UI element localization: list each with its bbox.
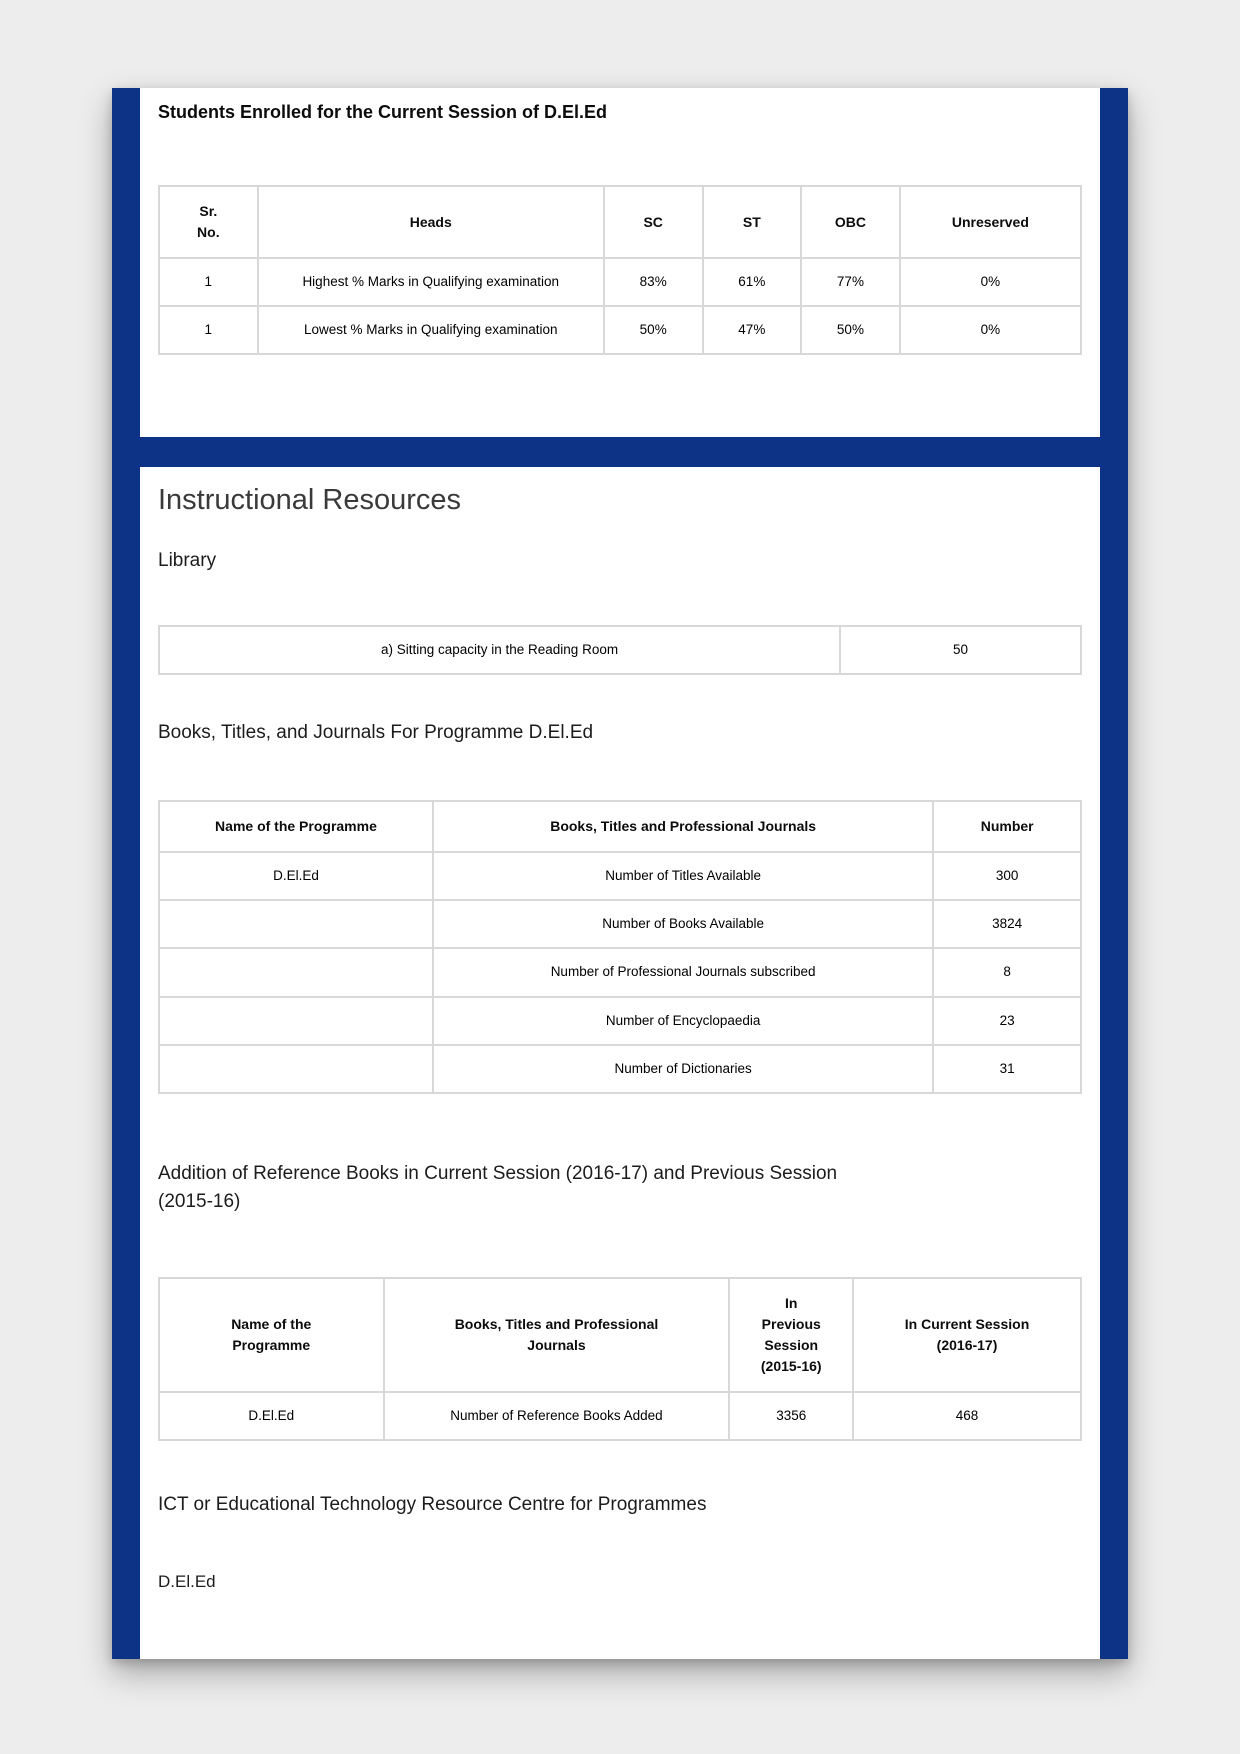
books-titles-heading: Books, Titles, and Journals For Programme D.El.Ed [158,722,594,744]
books-table-header [159,801,1081,852]
card-divider-band [140,437,1100,467]
addition-reference-books-heading [158,1160,1082,1217]
cell-programme [159,900,433,948]
header-heads: Heads [258,186,604,258]
header-line: Sr. [199,203,218,219]
cell-sitting-value: 50 [840,626,1081,674]
table-row [159,626,1081,674]
table-row [159,948,1081,996]
heading-line: (2015-16) [158,1191,241,1213]
header-books-journals: Books, Titles and Professional Journals [433,801,933,852]
table-header-row [159,1278,1081,1392]
ict-resource-centre-heading: ICT or Educational Technology Resource Centre for Programmes [158,1494,707,1516]
header-line: In Current Session [904,1315,1030,1332]
header-line: Books, Titles and Professional [454,1315,659,1332]
table-row [159,852,1081,900]
cell-obc: 77% [801,258,900,306]
cell-programme [159,997,433,1045]
header-line: In [785,1294,798,1311]
sitting-capacity-table [158,625,1082,675]
header-programme-name [159,1278,384,1392]
table-header-row [159,186,1081,258]
cell-sitting-label: a) Sitting capacity in the Reading Room [159,626,840,674]
table-row [159,306,1081,354]
students-table-body [159,258,1081,354]
students-table-header [159,186,1081,258]
addition-reference-books-table [158,1277,1082,1441]
students-enrolled-table [158,185,1082,355]
header-line: Session [764,1336,819,1353]
table-row [159,1045,1081,1093]
header-obc: OBC [801,186,900,258]
students-enrolled-section [140,88,1100,437]
cell-sr-no: 1 [159,306,258,354]
header-line: Name of the [231,1315,312,1332]
cell-sc: 83% [604,258,703,306]
header-line: (2016-17) [936,1336,998,1353]
cell-st: 61% [703,258,802,306]
header-sr-no [159,186,258,258]
cell-description: Number of Dictionaries [433,1045,933,1093]
cell-description: Number of Titles Available [433,852,933,900]
addition-table-header [159,1278,1081,1392]
cell-number: 8 [933,948,1081,996]
addition-table-body [159,1392,1081,1440]
header-books-journals [384,1278,730,1392]
books-titles-table [158,800,1082,1094]
cell-description: Number of Reference Books Added [384,1392,730,1440]
cell-st: 47% [703,306,802,354]
cell-head: Lowest % Marks in Qualifying examination [258,306,604,354]
programme-name-text: D.El.Ed [158,1571,216,1591]
cell-description: Number of Professional Journals subscribed [433,948,933,996]
header-line: (2015-16) [760,1357,822,1374]
header-previous-session [729,1278,853,1392]
header-number: Number [933,801,1081,852]
sitting-table-body [159,626,1081,674]
cell-previous-session: 3356 [729,1392,853,1440]
header-line: No. [197,224,220,240]
heading-line: Addition of Reference Books in Current Session (2016-17) and Previous Session [158,1162,838,1184]
header-st: ST [703,186,802,258]
cell-number: 3824 [933,900,1081,948]
cell-programme: D.El.Ed [159,852,433,900]
header-line: Previous [761,1315,821,1332]
cell-sr-no: 1 [159,258,258,306]
header-current-session [853,1278,1081,1392]
cell-head: Highest % Marks in Qualifying examination [258,258,604,306]
cell-programme: D.El.Ed [159,1392,384,1440]
table-row [159,258,1081,306]
document-container [112,88,1128,1659]
header-sc: SC [604,186,703,258]
cell-description: Number of Encyclopaedia [433,997,933,1045]
table-header-row [159,801,1081,852]
header-line: Journals [527,1336,586,1353]
table-row [159,997,1081,1045]
cell-description: Number of Books Available [433,900,933,948]
table-row [159,1392,1081,1440]
table-row [159,900,1081,948]
books-table-body [159,852,1081,1093]
cell-programme [159,948,433,996]
cell-number: 23 [933,997,1081,1045]
cell-number: 300 [933,852,1081,900]
instructional-resources-title: Instructional Resources [158,484,462,516]
cell-current-session: 468 [853,1392,1081,1440]
instructional-resources-section [140,467,1100,1659]
cell-sc: 50% [604,306,703,354]
students-enrolled-title: Students Enrolled for the Current Session of D.El.Ed [158,102,608,122]
cell-number: 31 [933,1045,1081,1093]
cell-unreserved: 0% [900,258,1081,306]
cell-programme [159,1045,433,1093]
cell-unreserved: 0% [900,306,1081,354]
library-heading: Library [158,549,217,571]
header-programme-name: Name of the Programme [159,801,433,852]
header-line: Programme [232,1336,311,1353]
header-unreserved: Unreserved [900,186,1081,258]
cell-obc: 50% [801,306,900,354]
